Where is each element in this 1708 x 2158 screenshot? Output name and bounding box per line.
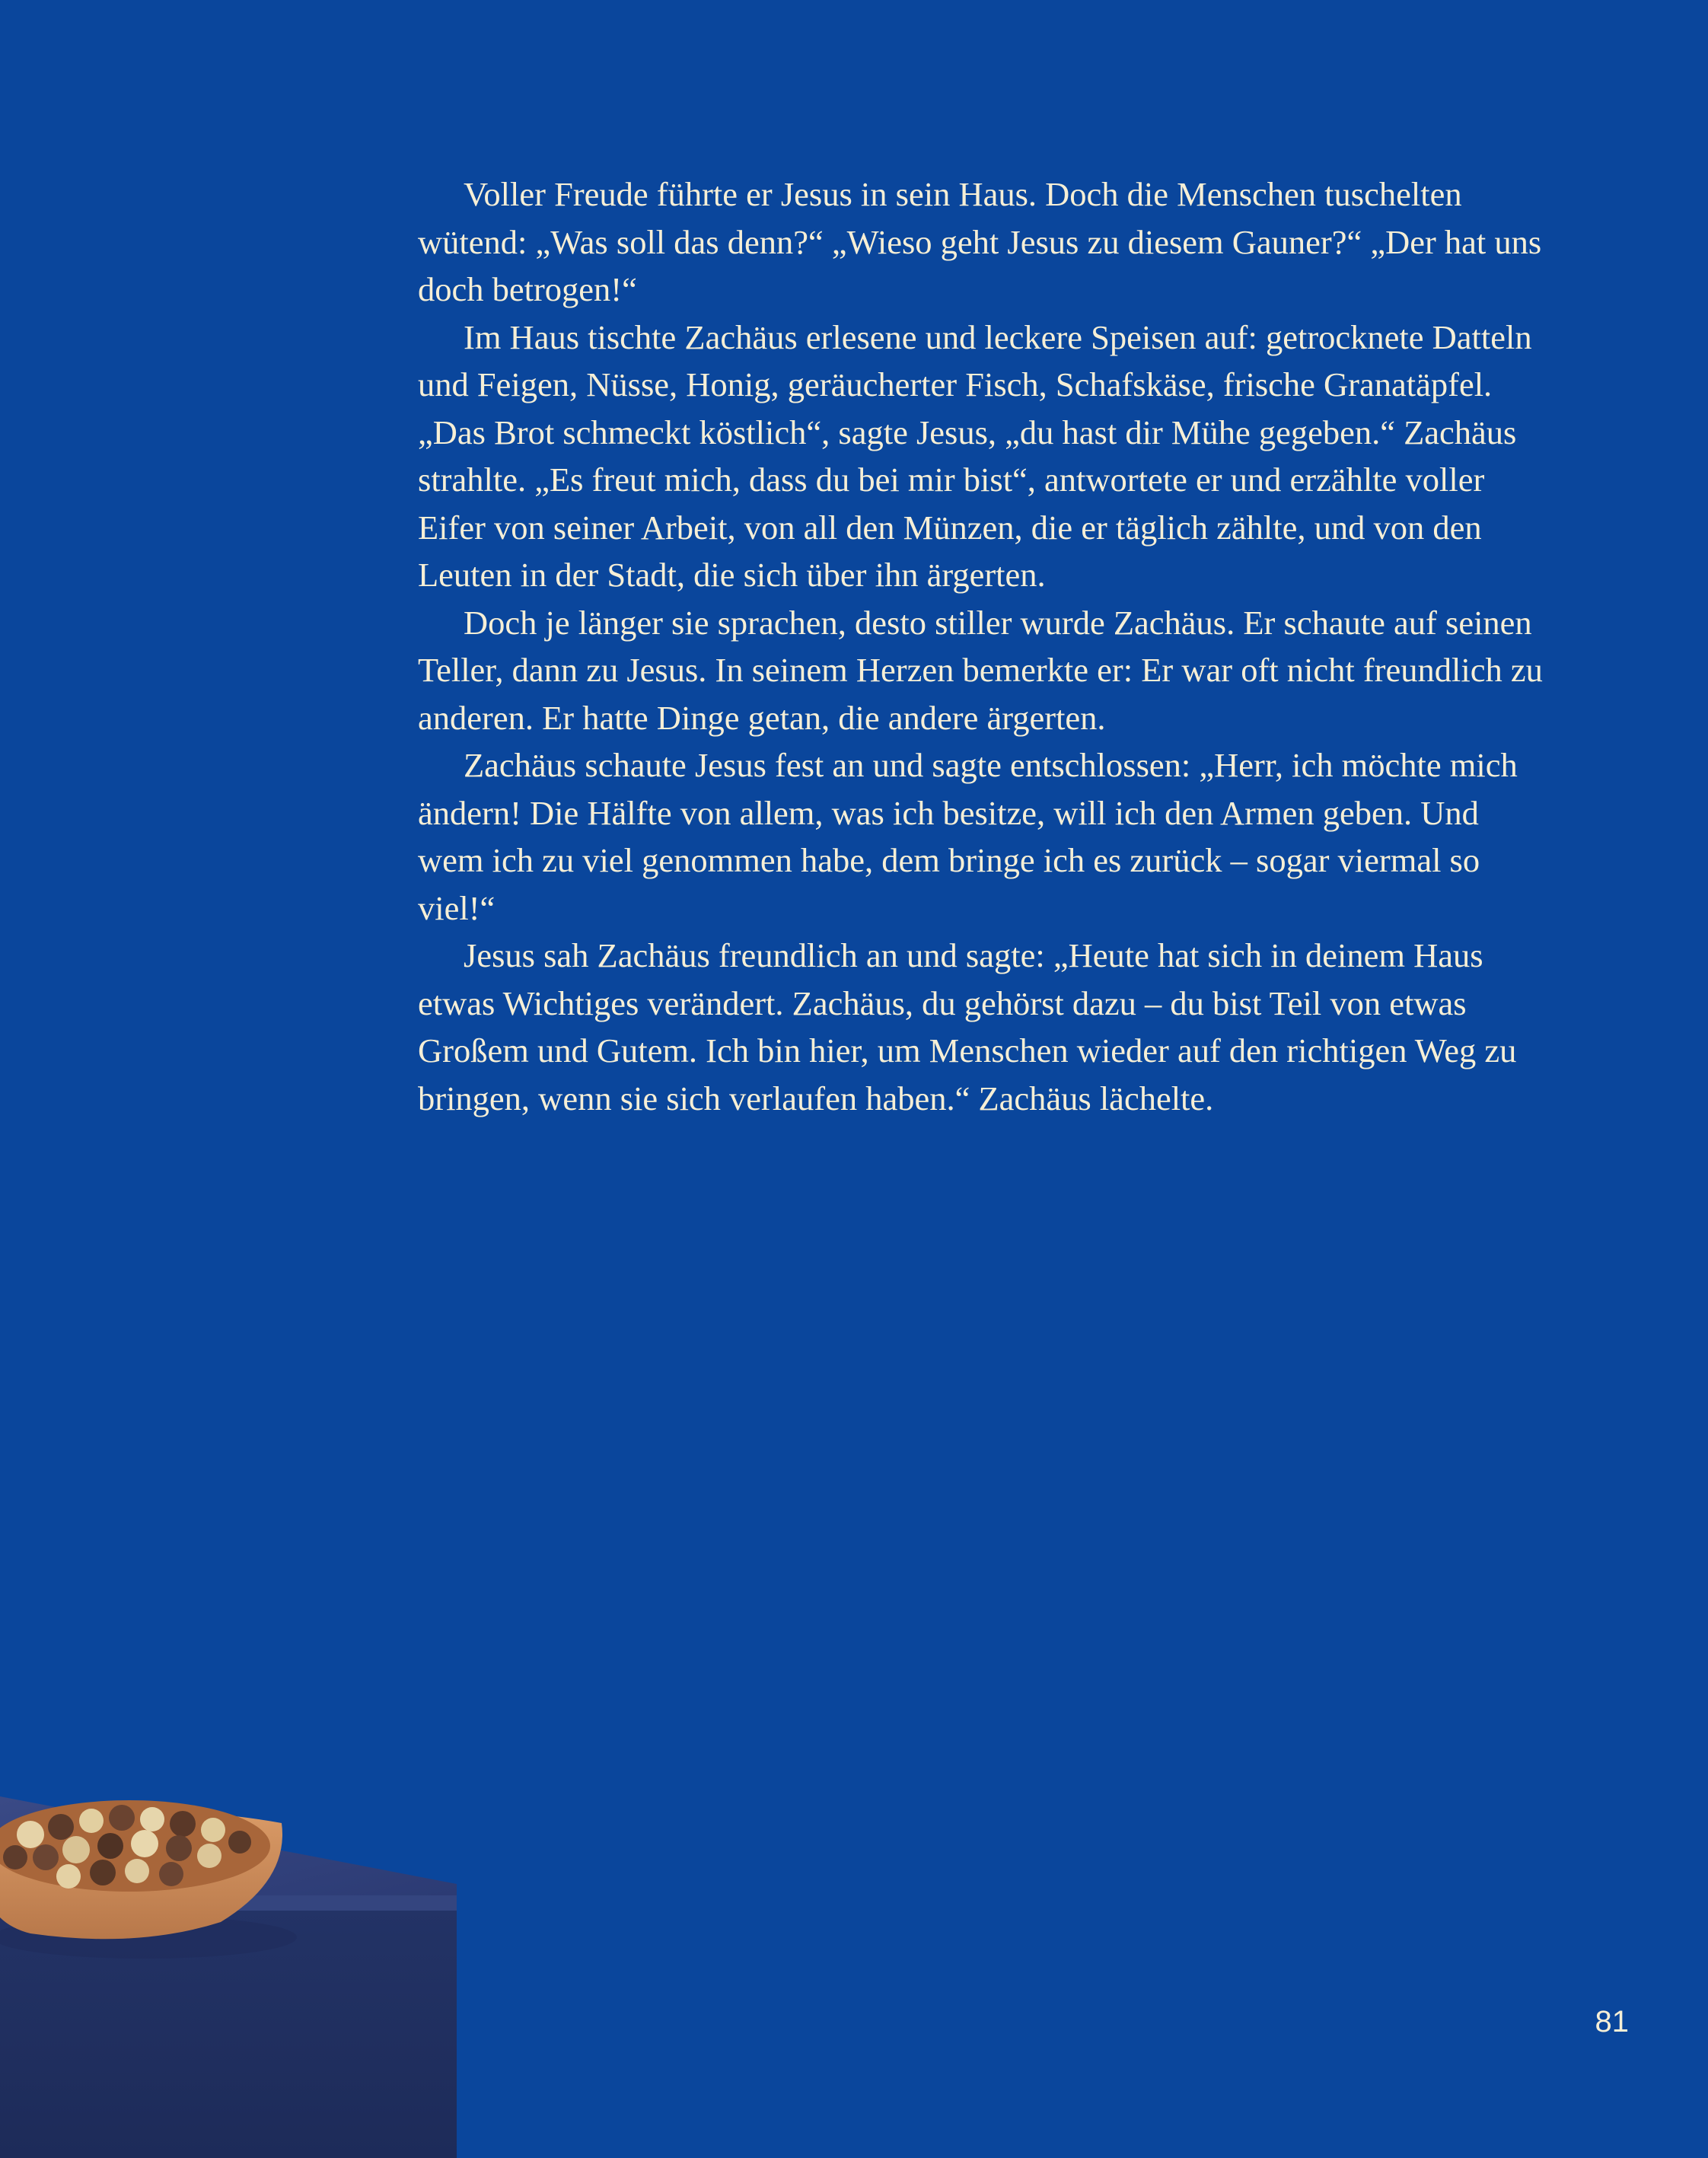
page-number: 81 — [1595, 2005, 1629, 2038]
paragraph-1: Voller Freude führte er Jesus in sein Haus. Doch die Menschen tuschelten wütend: „Was soll das denn?“ „Wieso geht Jesus zu diesem Gauner?“ „Der hat uns doch betrogen!“ — [418, 175, 1542, 308]
paragraph-4: Zachäus schaute Jesus fest an und sagte entschlossen: „Herr, ich möchte mich ändern! Die Hälfte von allem, was ich besitze, will ich den Armen geben. Und wem ich zu viel genommen habe, dem bringe ich es zurück – sogar viermal so viel!“ — [418, 746, 1518, 927]
paragraph-3: Doch je länger sie sprachen, desto stiller wurde Zachäus. Er schaute auf seinen Teller, dann zu Jesus. In seinem Herzen bemerkte er: Er war oft nicht freundlich zu anderen. Er hatte Dinge getan, die andere ärgerten. — [418, 603, 1543, 737]
table-with-nut-bowl-illustration — [0, 1751, 472, 2158]
story-text — [418, 171, 1552, 1122]
paragraph-5: Jesus sah Zachäus freundlich an und sagte: „Heute hat sich in deinem Haus etwas Wichtiges verändert. Zachäus, du gehörst dazu – du bist Teil von etwas Großem und Gutem. Ich bin hier, um Menschen wieder auf den richtigen Weg zu bringen, wenn sie sich verlaufen haben.“ Zachäus lächelte. — [418, 936, 1517, 1117]
paragraph-2: Im Haus tischte Zachäus erlesene und leckere Speisen auf: getrocknete Datteln und Feigen, Nüsse, Honig, geräucherter Fisch, Schafskäse, frische Granatäpfel. „Das Brot schmeckt köstlich“, sagte Jesus, „du hast dir Mühe gegeben.“ Zachäus strahlte. „Es freut mich, dass du bei mir bist“, antwortete er und erzählte voller Eifer von seiner Arbeit, von all den Münzen, die er täglich zählte, und von den Leuten in der Stadt, die sich über ihn ärgerten. — [418, 317, 1532, 594]
